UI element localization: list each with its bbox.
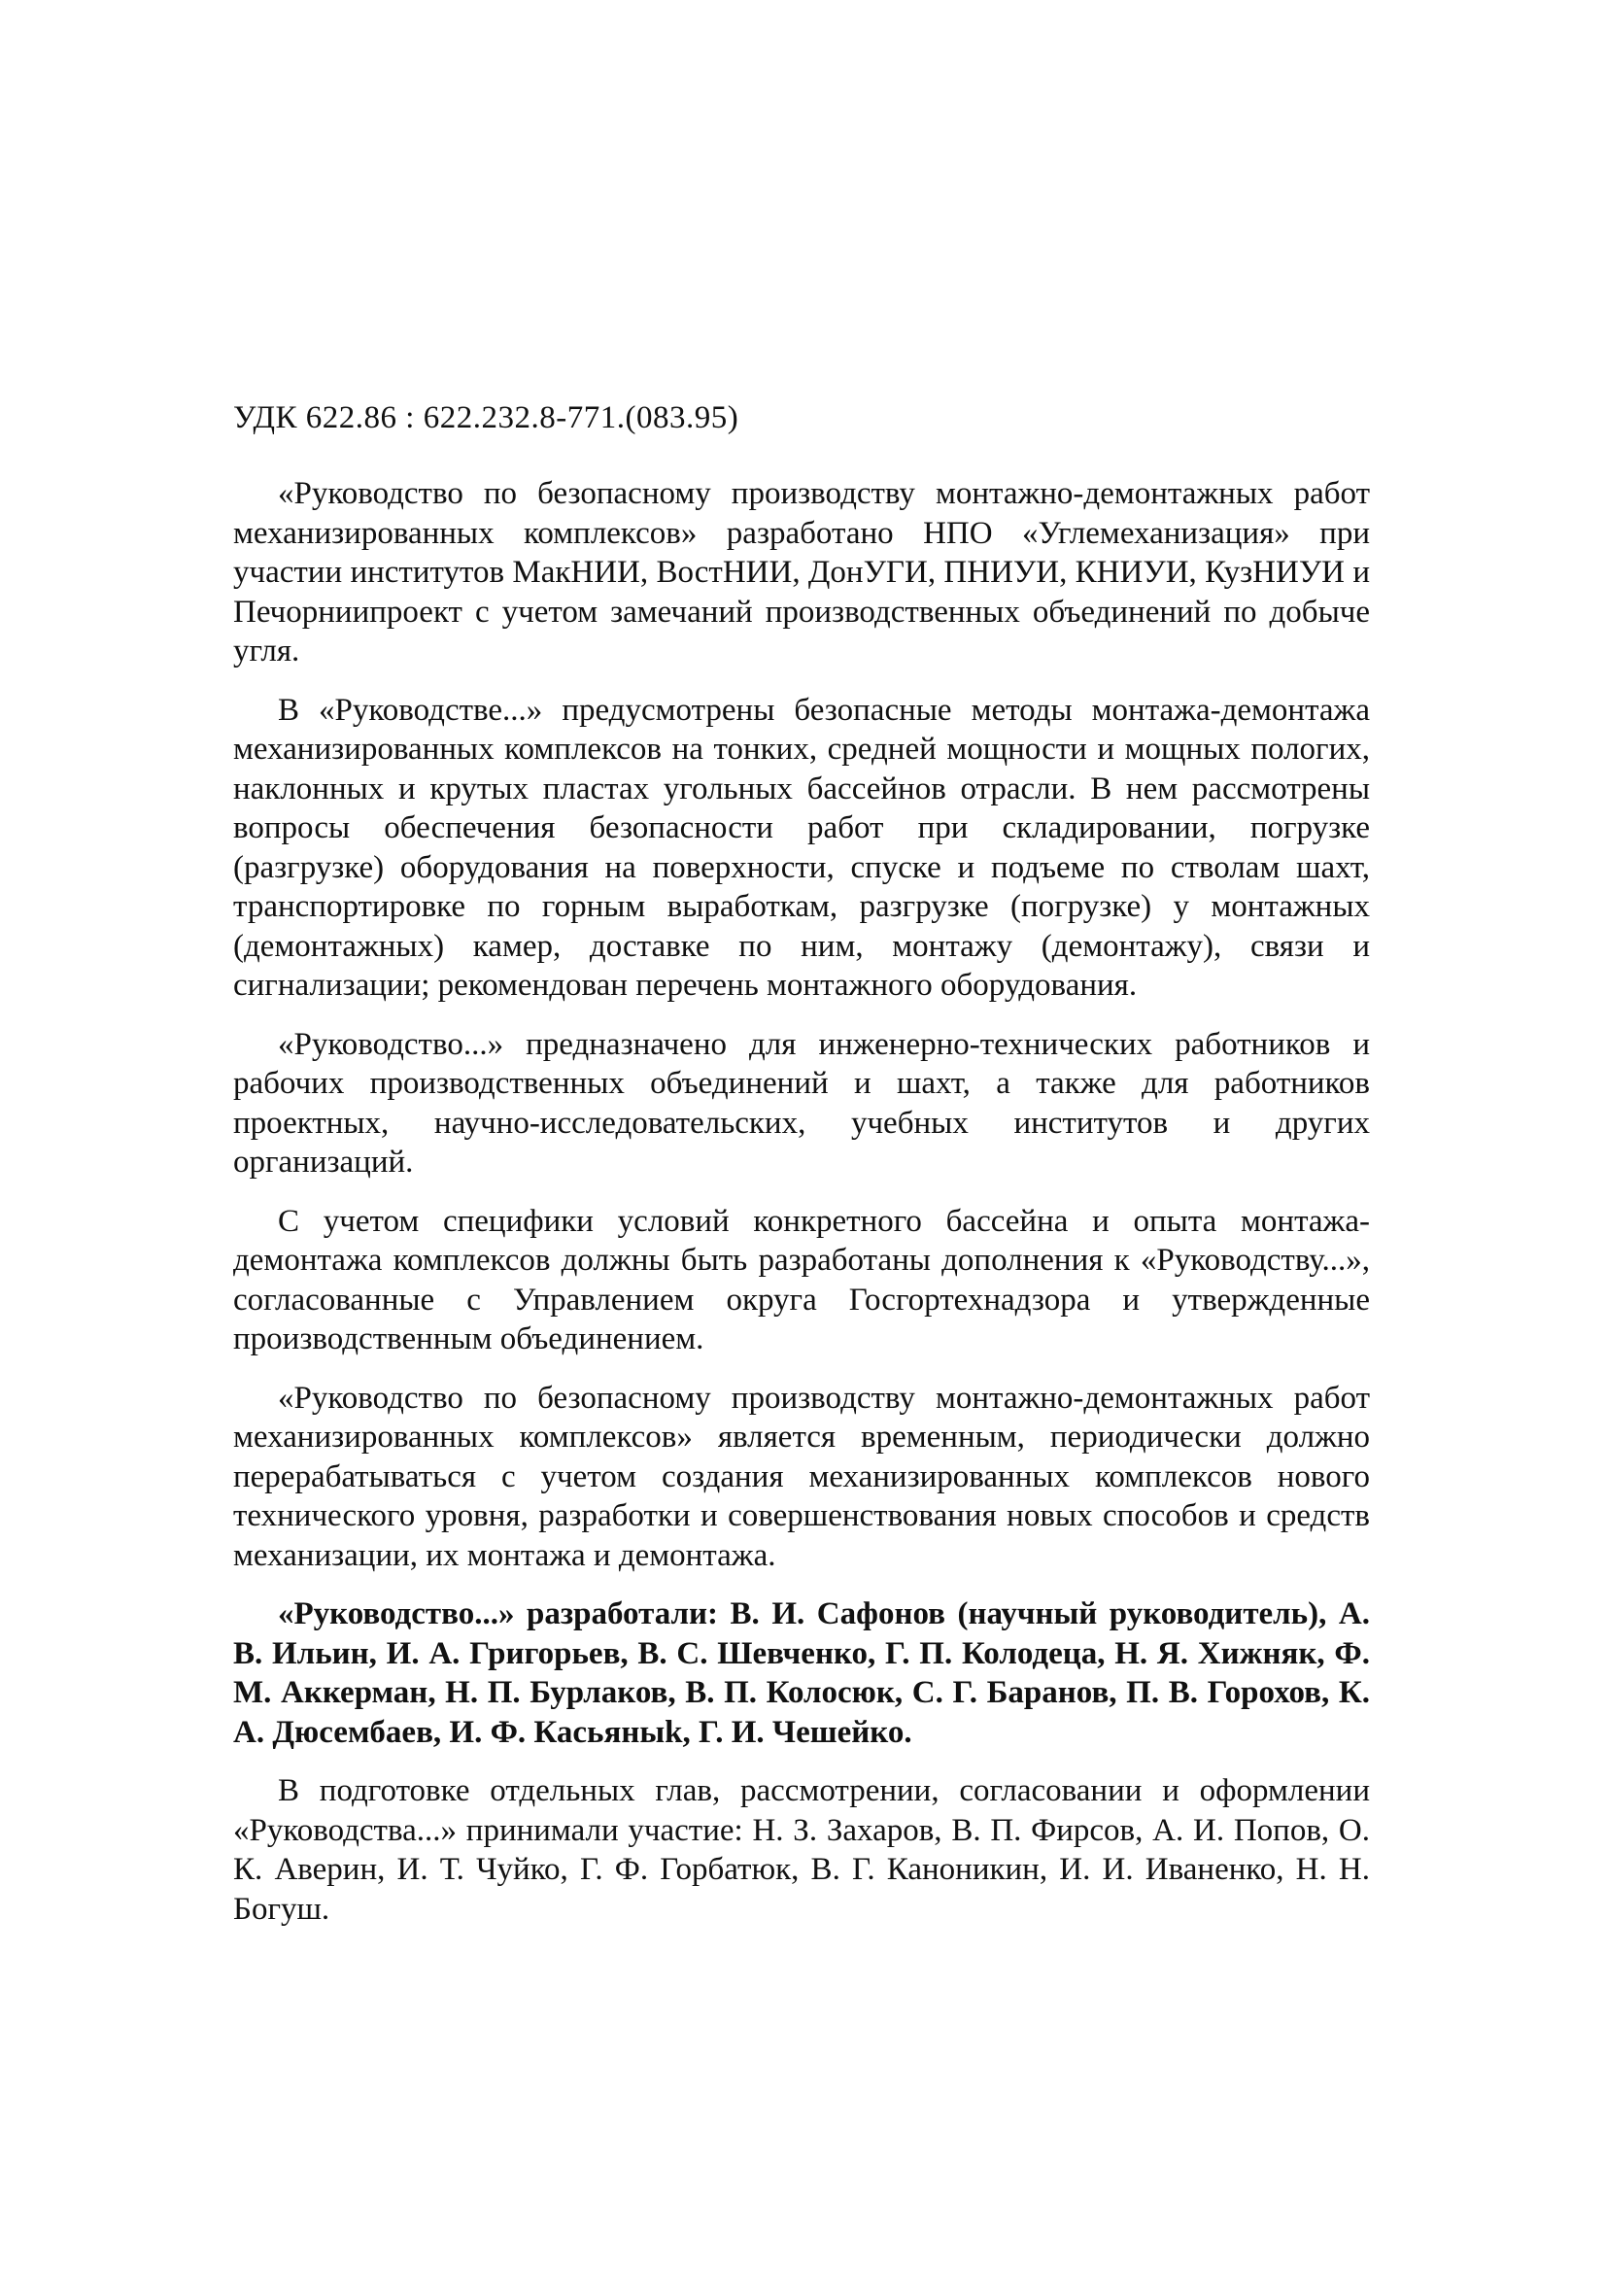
- paragraph-scope: В «Руководстве...» предусмотрены безопасные методы монтажа-демонтажа механизированных комплексов на тонких, средней мощности и мощных пологих, наклонных и крутых пластах угольных бассейнов отрасли. В нем рассмотрены вопросы обеспечения безопасности работ при складировании, погрузке (разгрузке) оборудования на поверхности, спуске и подъеме по стволам шахт, транспортировке по горным выработкам, разгрузке (погрузке) у монтажных (демонтажных) камер, доставке по ним, монтажу (демонтажу), связи и сигнализации; рекомендован перечень монтажного оборудования.: [233, 692, 1370, 1003]
- paragraph-contributors: В подготовке отдельных глав, рассмотрении, согласовании и оформлении «Руководства...» принимали участие: Н. З. Захаров, В. П. Фирсов, А. И. Попов, О. К. Аверин, И. Т. Чуйко, Г. Ф. Горбатюк, В. Г. Каноникин, И. И. Иваненко, Н. Н. Богуш.: [233, 1773, 1370, 1927]
- paragraph-audience: «Руководство...» предназначено для инженерно-технических работников и рабочих производственных объединений и шахт, а также для работников проектных, научно-исследовательских, учебных институтов и других организаций.: [233, 1026, 1370, 1180]
- paragraph-developer: «Руководство по безопасному производству монтажно-демонтажных работ механизированных комплексов» разработано НПО «Углемеханизация» при участии институтов МакНИИ, ВостНИИ, ДонУГИ, ПНИУИ, КНИУИ, КузНИУИ и Печорниипроект с учетом замечаний производственных объединений по добыче угля.: [233, 476, 1370, 668]
- document-page: [233, 398, 1370, 1948]
- paragraph-supplements: С учетом специфики условий конкретного бассейна и опыта монтажа-демонтажа комплексов должны быть разработаны дополнения к «Руководству...», согласованные с Управлением округа Госгортехнадзора и утвержденные производственным объединением.: [233, 1203, 1370, 1356]
- paragraph-temporary-status: «Руководство по безопасному производству монтажно-демонтажных работ механизированных комплексов» является временным, периодически должно перерабатываться с учетом создания механизированных комплексов нового технического уровня, разработки и совершенствования новых способов и средств механизации, их монтажа и демонтажа.: [233, 1380, 1370, 1573]
- udk-code: УДК 622.86 : 622.232.8-771.(083.95): [233, 400, 739, 435]
- paragraph-authors: «Руководство...» разработали: В. И. Сафонов (научный руководитель), А. В. Ильин, И. А. Григорьев, В. С. Шевченко, Г. П. Колодеца, Н. Я. Хижняк, Ф. М. Аккерман, Н. П. Бурлаков, В. П. Колосюк, С. Г. Баранов, П. В. Горохов, К. А. Дюсембаев, И. Ф. Касьяныk, Г. И. Чешейко.: [233, 1596, 1370, 1750]
